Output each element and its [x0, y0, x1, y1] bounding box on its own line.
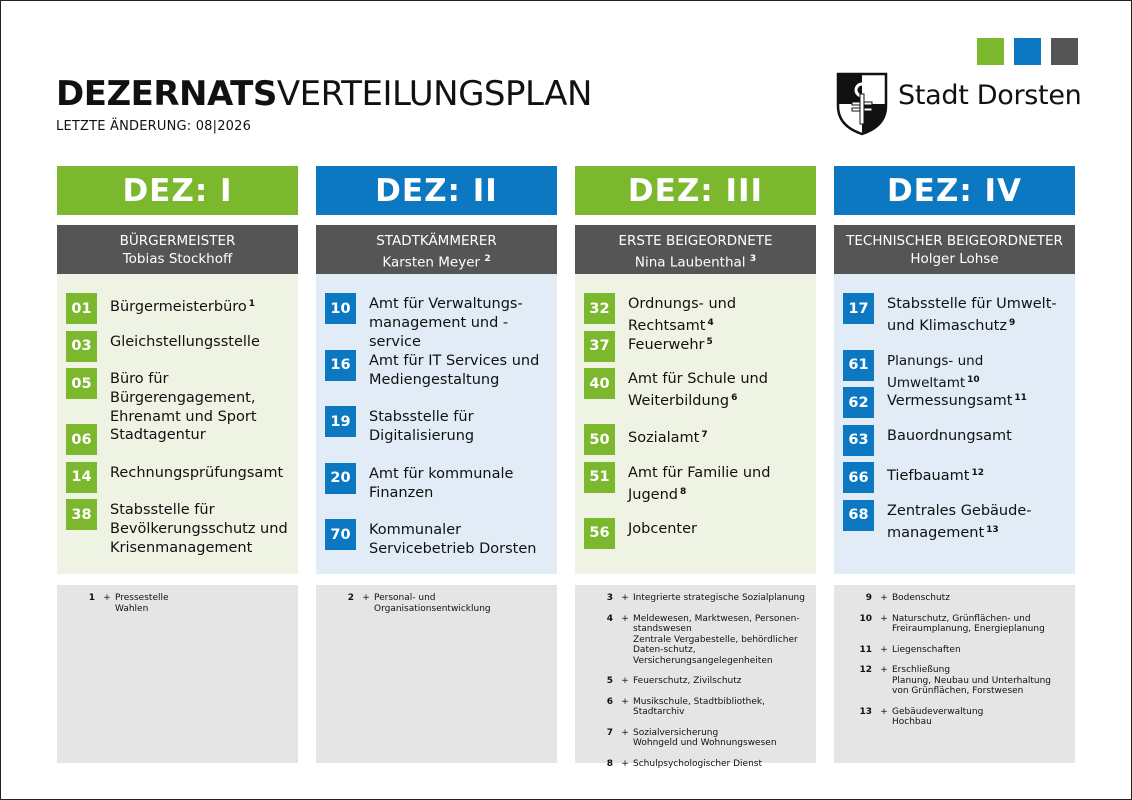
- item-number: 32: [584, 293, 615, 324]
- item-number: 68: [843, 500, 874, 531]
- item-label: Stabsstelle für Bevölkerungsschutz und Krisenmanagement: [110, 502, 288, 556]
- list-item: [66, 499, 298, 558]
- dez-items: [834, 274, 1075, 574]
- item-label: Gleichstellungsstelle: [110, 333, 260, 350]
- list-item: [66, 462, 298, 500]
- item-label: Vermessungsamt $^{11}$: [887, 393, 1027, 409]
- dez-head: [834, 225, 1075, 274]
- item-number: 61: [843, 350, 874, 381]
- list-item: [584, 424, 816, 462]
- color-swatches: [977, 38, 1078, 65]
- dez-head: [575, 225, 816, 274]
- item-number: 19: [325, 406, 356, 437]
- item-number: 63: [843, 425, 874, 456]
- footnotes: [57, 585, 298, 763]
- dez-title: DEZ: IV: [834, 166, 1075, 215]
- item-label: Amt für Familie und Jugend $^8$: [628, 464, 771, 503]
- person: Holger Lohse: [910, 251, 999, 267]
- list-item: [843, 462, 1075, 500]
- list-item: [325, 463, 557, 520]
- role: ERSTE BEIGEORDNETE: [618, 233, 773, 249]
- item-number: 10: [325, 293, 356, 324]
- list-item: [843, 425, 1075, 463]
- footnotes: [575, 585, 816, 769]
- item-number: 03: [66, 331, 97, 362]
- item-label: Bauordnungsamt: [887, 427, 1012, 444]
- title-bold: DEZERNATS: [56, 74, 277, 114]
- item-number: 51: [584, 462, 615, 493]
- item-label: Bürgermeisterbüro $^1$: [110, 299, 256, 315]
- list-item: [843, 350, 1075, 391]
- footnotes: [316, 585, 557, 763]
- item-label: Tiefbauamt $^{12}$: [887, 468, 984, 484]
- item-label: Kommunaler Servicebetrieb Dorsten: [369, 522, 537, 557]
- list-item: [325, 406, 557, 463]
- footnote: 2 + Personal- und Organisationsentwicklung: [347, 593, 491, 614]
- dez-title: DEZ: I: [57, 166, 298, 215]
- person: Nina Laubenthal $^3$: [634, 254, 757, 271]
- column-dez-3: [575, 166, 816, 769]
- item-number: 14: [66, 462, 97, 493]
- item-label: Planungs- und Umweltamt $^{10}$: [887, 352, 984, 391]
- list-item: [843, 500, 1075, 543]
- item-label: Stabsstelle für Digitalisierung: [369, 409, 475, 444]
- list-item: [66, 424, 298, 462]
- footnote: 10 + Naturschutz, Grünflächen- und Freiraumplanung, Energieplanung: [859, 613, 1045, 634]
- dez-items: [316, 274, 557, 574]
- swatch-gray: [1051, 38, 1078, 65]
- role: BÜRGERMEISTER: [119, 233, 236, 249]
- item-number: 01: [66, 293, 97, 324]
- footnote: 9 + Bodenschutz: [865, 593, 950, 603]
- footnote: 1 + Pressestelle Wahlen: [88, 593, 169, 614]
- item-number: 40: [584, 368, 615, 399]
- footnotes: [834, 585, 1075, 763]
- last-change: LETZTE ÄNDERUNG: 08|2026: [56, 119, 252, 134]
- footnote: 13 + Gebäudeverwaltung Hochbau: [859, 706, 984, 727]
- item-number: 37: [584, 331, 615, 362]
- list-item: [325, 519, 557, 559]
- item-number: 38: [66, 499, 97, 530]
- list-item: [66, 331, 298, 369]
- list-item: [66, 368, 298, 424]
- item-number: 56: [584, 518, 615, 549]
- item-label: Zentrales Gebäude-management $^{13}$: [887, 502, 1032, 541]
- person: Karsten Meyer $^2$: [382, 254, 491, 271]
- footnote: 7 + Sozialversicherung Wohngeld und Wohnungswesen: [606, 727, 777, 748]
- item-number: 70: [325, 519, 356, 550]
- item-label: Jobcenter: [628, 520, 698, 537]
- list-item: [584, 293, 816, 334]
- item-number: 06: [66, 424, 97, 455]
- list-item: [584, 368, 816, 424]
- footnote: 11 + Liegenschaften: [859, 644, 961, 655]
- dez-head: [57, 225, 298, 274]
- role: TECHNISCHER BEIGEORDNETER: [846, 233, 1063, 249]
- item-label: Amt für kommunale Finanzen: [369, 465, 514, 501]
- footnote: 6 + Musikschule, Stadtbibliothek, Stadtarchiv: [606, 696, 765, 717]
- item-label: Amt für Schule und Weiterbildung $^6$: [628, 371, 768, 409]
- item-label: Feuerwehr $^5$: [628, 336, 713, 353]
- footnote: 5 + Feuerschutz, Zivilschutz: [606, 676, 742, 686]
- column-dez-1: [57, 166, 298, 614]
- footnote: 4 + Meldewesen, Marktwesen, Personen-standswesen Zentrale Vergabestelle, behördlicher Daten-schutz, Versicherungsangelegenheiten: [606, 613, 800, 666]
- list-item: [584, 462, 816, 518]
- item-label: Sozialamt $^7$: [628, 430, 708, 446]
- item-label: Stabsstelle für Umwelt- und Klimaschutz $^9$: [887, 296, 1057, 334]
- item-label: Ordnungs- und Rechtsamt $^4$: [628, 296, 737, 334]
- item-label: Rechnungsprüfungsamt: [110, 464, 284, 481]
- column-dez-4: [834, 166, 1075, 727]
- page-title: [56, 74, 592, 114]
- item-number: 17: [843, 293, 874, 324]
- role: STADTKÄMMERER: [376, 233, 497, 249]
- item-number: 16: [325, 350, 356, 381]
- list-item: [325, 350, 557, 407]
- footnote: 12 + Erschließung Planung, Neubau und Unterhaltung von Grünflächen, Forstwesen: [859, 665, 1052, 696]
- list-item: [584, 331, 816, 369]
- swatch-green: [977, 38, 1004, 65]
- list-item: [325, 293, 557, 350]
- item-label: Stadtagentur: [110, 427, 206, 443]
- item-label: Amt für IT Services und Mediengestaltung: [369, 352, 540, 388]
- footnote: 8 + Schulpsychologischer Dienst: [606, 758, 763, 769]
- brand-name: Stadt Dorsten: [898, 80, 1082, 111]
- list-item: [843, 387, 1075, 425]
- item-number: 66: [843, 462, 874, 493]
- coat-of-arms-icon: [836, 72, 888, 136]
- footnote: 3 + Integrierte strategische Sozialplanung: [606, 593, 805, 603]
- list-item: [584, 518, 816, 549]
- item-number: 20: [325, 463, 356, 494]
- item-label: Amt für Verwaltungs-management und -service: [369, 296, 523, 350]
- dez-head: [316, 225, 557, 274]
- dez-title: DEZ: III: [575, 166, 816, 215]
- dez-items: [575, 274, 816, 574]
- list-item: [66, 293, 298, 331]
- list-item: [843, 293, 1075, 350]
- item-number: 50: [584, 424, 615, 455]
- swatch-blue: [1014, 38, 1041, 65]
- dez-title: DEZ: II: [316, 166, 557, 215]
- dez-items: [57, 274, 298, 574]
- item-number: 05: [66, 368, 97, 399]
- item-number: 62: [843, 387, 874, 418]
- column-dez-2: [316, 166, 557, 614]
- item-label: Büro für Bürgerengagement, Ehrenamt und Sport: [110, 371, 257, 425]
- person: Tobias Stockhoff: [122, 251, 233, 267]
- title-light: VERTEILUNGSPLAN: [276, 74, 592, 114]
